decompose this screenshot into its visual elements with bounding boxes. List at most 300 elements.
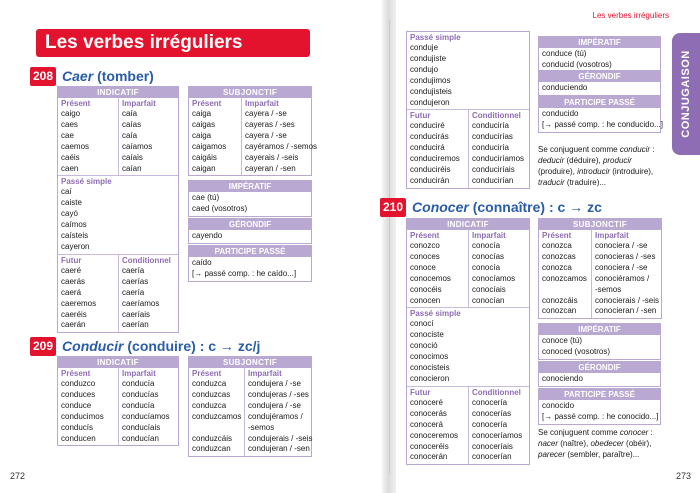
conjugated-form: conocí xyxy=(410,319,434,329)
conjugation-list xyxy=(248,379,313,455)
example-verb: obedecer xyxy=(590,439,624,448)
conjugated-form: conozcáis xyxy=(542,295,578,305)
tense-label: Passé simple xyxy=(410,309,461,319)
conjugated-form: conocerán xyxy=(410,452,448,462)
conjugated-form: caiga xyxy=(192,109,212,118)
conjugated-form: conocemos xyxy=(410,273,451,283)
conditionnel-column xyxy=(469,387,529,464)
conjugation-list xyxy=(410,241,465,306)
caer-participe-box xyxy=(188,245,312,282)
example-translation: (introduire), xyxy=(610,167,654,176)
present-column xyxy=(189,98,242,175)
participe-body xyxy=(189,257,311,281)
conjugated-form: conocen xyxy=(410,295,441,305)
conjugated-form: conoce xyxy=(410,262,436,272)
participe-value: caído xyxy=(192,258,212,267)
tense-label: Imparfait xyxy=(248,369,282,378)
present-column xyxy=(189,368,245,456)
conjugated-form: conoceréis xyxy=(410,441,449,451)
tense-label: Passé simple xyxy=(61,177,112,187)
conjugated-form: conozcan xyxy=(542,306,577,316)
verb-infinitive: Conducir xyxy=(62,338,124,354)
conjugated-form: caímos xyxy=(61,220,87,230)
conjugated-form: conoceríamos xyxy=(472,430,523,440)
conducir-indicatif-table xyxy=(57,356,179,446)
conjugated-form: cae (tú) xyxy=(192,193,220,202)
example-verb: introducir xyxy=(577,167,611,176)
conjugated-form: caes xyxy=(61,119,78,129)
box-header: GÉRONDIF xyxy=(539,71,660,82)
conjugated-form: condujo xyxy=(410,64,439,74)
tense-label: Imparfait xyxy=(122,99,156,108)
conjugated-form: conocíais xyxy=(472,284,506,294)
tense-label: Présent xyxy=(61,99,91,108)
conjugated-form: condujeran / -sen xyxy=(248,444,310,454)
tense-label: Conditionnel xyxy=(472,387,521,397)
conocer-similar-verbs-note xyxy=(538,427,666,460)
conjugated-form: conocisteis xyxy=(410,363,450,373)
conducir-imperatif-box xyxy=(538,36,661,73)
example-verb: producir xyxy=(602,156,632,165)
conjugated-form: conducías xyxy=(122,389,159,399)
conjugated-form: conocierais / -seis xyxy=(595,295,660,305)
conjugated-form: condujera / -se xyxy=(248,379,301,388)
conjugated-form: conoceríais xyxy=(472,441,513,451)
example-verb: parecer xyxy=(538,450,566,459)
example-translation: (produire), xyxy=(538,167,578,176)
conjugated-form: conociste xyxy=(410,330,444,340)
conjugation-list xyxy=(61,187,175,252)
conjugated-form: caigamos xyxy=(192,141,227,151)
present-column xyxy=(539,230,592,318)
tense-row xyxy=(407,109,529,187)
conjugated-form: conduzca xyxy=(192,379,227,388)
verb-header-conocer xyxy=(380,197,602,217)
conocer-indicatif-table xyxy=(406,218,530,465)
conjugated-form: caigan xyxy=(192,163,216,173)
page-number-left: 272 xyxy=(10,471,26,481)
conjugated-form: conducís xyxy=(61,422,94,432)
imparfait-column xyxy=(592,230,661,318)
side-tab-label: CONJUGAISON xyxy=(680,50,692,138)
conjugated-form xyxy=(192,423,241,434)
participe-note: [→ passé comp. : he caído...] xyxy=(192,268,297,278)
conducir-similar-verbs-note xyxy=(538,144,664,188)
conjugated-form: condujiste xyxy=(410,53,447,63)
conjugated-form: condujimos xyxy=(410,75,451,85)
imparfait-column xyxy=(119,98,178,175)
conjugated-form: conducirías xyxy=(472,132,513,142)
conjugation-list xyxy=(542,241,588,317)
conjugated-form: conduce xyxy=(61,400,92,410)
conjugated-form: caeremos xyxy=(61,298,97,308)
conjugated-form: conozcas xyxy=(542,251,576,261)
conjugated-form: caíais xyxy=(122,152,143,162)
conjugated-form: caerás xyxy=(61,276,86,286)
tense-label: Imparfait xyxy=(245,99,279,108)
conjugated-form: conozco xyxy=(410,241,440,250)
conjugated-form: -semos xyxy=(595,284,622,294)
futur-column xyxy=(407,387,469,464)
box-header: IMPÉRATIF xyxy=(189,181,311,192)
gerondif-value: conduciendo xyxy=(542,83,588,92)
conjugated-form: conduciremos xyxy=(410,154,460,164)
conjugated-form: caerías xyxy=(122,276,149,286)
tense-label: Conditionnel xyxy=(122,255,171,265)
tense-row xyxy=(407,230,529,307)
tense-label: Futur xyxy=(61,255,82,265)
conjugated-form: conociera / -se xyxy=(595,241,648,250)
conjugated-form: caería xyxy=(122,287,145,297)
tense-row xyxy=(189,98,318,175)
conjugated-form: caías xyxy=(122,119,142,129)
conjugated-form: conducía xyxy=(122,400,155,410)
conjugation-list xyxy=(472,241,526,306)
gerondif-value: conociendo xyxy=(542,374,583,383)
conocer-subjonctif-table xyxy=(538,218,662,319)
conjugated-form: condujera / -se xyxy=(248,400,301,410)
tense-label: Futur xyxy=(410,387,431,397)
present-column xyxy=(58,98,119,175)
conjugated-form: conoced (vosotros) xyxy=(542,346,611,356)
tense-label: Futur xyxy=(410,111,431,121)
conjugated-form: caerá xyxy=(61,287,82,297)
conjugated-form: conducen xyxy=(61,433,96,443)
conjugated-form: conducimos xyxy=(61,411,104,421)
conjugated-form: conduciríamos xyxy=(472,154,525,164)
participe-note: [→ passé comp. : he conocido...] xyxy=(542,411,659,421)
conjugation-list xyxy=(539,335,660,359)
box-header: IMPÉRATIF xyxy=(539,324,660,335)
conditionnel-column xyxy=(469,110,529,187)
conjugated-form: conocería xyxy=(472,397,508,407)
verb-title xyxy=(62,338,260,354)
conjugation-list xyxy=(122,379,175,444)
gutter-line xyxy=(389,20,390,473)
box-header: PARTICIPE PASSÉ xyxy=(539,97,660,108)
box-header: GÉRONDIF xyxy=(189,219,311,230)
conjugated-form: conocieran / -sen xyxy=(595,306,657,316)
caer-subjonctif-table xyxy=(188,86,318,176)
participe-body xyxy=(539,108,663,132)
conjugated-form: caiste xyxy=(61,198,82,208)
conjugated-form: caen xyxy=(61,163,79,173)
verb-infinitive: Conocer xyxy=(412,199,469,215)
tense-label: Présent xyxy=(61,369,91,378)
passe-simple-section xyxy=(407,32,529,109)
conjugated-form: conoce (tú) xyxy=(542,336,583,345)
conjugation-list xyxy=(539,48,660,72)
conjugated-form xyxy=(542,285,588,296)
note-verb: conducir xyxy=(619,145,651,154)
note-intro: Se conjuguent comme xyxy=(538,145,618,154)
conjugated-form: conducid (vosotros) xyxy=(542,59,612,69)
conjugated-form: conocieron xyxy=(410,373,450,383)
caer-gerondif-box xyxy=(188,218,312,244)
conjugated-form: conocerás xyxy=(410,408,447,418)
conjugation-list xyxy=(189,192,311,216)
conjugated-form: conduzco xyxy=(61,379,96,388)
conjugated-form: conocerían xyxy=(472,452,512,462)
participe-value: conducido xyxy=(542,109,579,118)
box-header: IMPÉRATIF xyxy=(539,37,660,48)
conjugated-form: caéis xyxy=(61,152,80,162)
conjugated-form: caigo xyxy=(61,109,81,118)
conjugation-list xyxy=(472,398,526,463)
conducir-passe-futur-table xyxy=(406,31,530,189)
conjugated-form: conocía xyxy=(472,262,501,272)
example-verb: deducir xyxy=(538,156,565,165)
table-header: INDICATIF xyxy=(407,219,529,230)
conjugated-form: caía xyxy=(122,109,138,118)
passe-simple-section xyxy=(407,307,529,385)
running-head: Les verbes irréguliers xyxy=(592,11,669,20)
caer-indicatif-table xyxy=(57,86,179,333)
note-examples xyxy=(538,439,651,459)
conjugated-form: cayerais / -seis xyxy=(245,152,299,162)
conjugation-list xyxy=(192,379,241,455)
note-examples xyxy=(538,156,653,187)
conocer-participe-box xyxy=(538,388,661,425)
table-header: INDICATIF xyxy=(58,357,178,368)
example-translation: (sembler, paraître)... xyxy=(565,450,640,459)
conjugated-form: caían xyxy=(122,163,142,173)
tense-label: Présent xyxy=(410,231,440,240)
conjugation-list xyxy=(410,121,465,186)
conjugation-list xyxy=(61,379,115,444)
conjugated-form: condujerais / -seis xyxy=(248,433,313,443)
verb-number: 208 xyxy=(30,67,56,86)
conjugated-form: conduzca xyxy=(192,400,227,410)
tense-label: Présent xyxy=(542,231,572,240)
tense-label: Imparfait xyxy=(472,231,506,240)
tense-label: Présent xyxy=(192,99,222,108)
verb-header-caer xyxy=(30,66,154,86)
futur-column xyxy=(407,110,469,187)
imparfait-column xyxy=(242,98,318,175)
table-header: INDICATIF xyxy=(58,87,178,98)
tense-row xyxy=(407,386,529,464)
example-verb: traducir xyxy=(538,178,565,187)
conjugated-form: condujeron xyxy=(410,97,450,107)
verb-header-conducir xyxy=(30,336,260,356)
conjugated-form: condujeras / -ses xyxy=(248,389,309,399)
conocer-imperatif-box xyxy=(538,323,661,360)
imparfait-column xyxy=(245,368,311,456)
futur-column xyxy=(58,255,119,332)
conjugated-form: caiga xyxy=(192,130,212,140)
conjugated-form: conozca xyxy=(542,241,572,250)
conjugated-form: conozca xyxy=(542,262,572,272)
conjugated-form: conduciríais xyxy=(472,165,515,175)
passe-simple-section xyxy=(58,175,178,253)
example-verb: nacer xyxy=(538,439,559,448)
conjugated-form: conocieras / -ses xyxy=(595,251,656,261)
conjugated-form: caísteis xyxy=(61,231,89,241)
verb-meaning: (tomber) xyxy=(97,68,154,84)
note-verb: conocer xyxy=(619,428,649,437)
present-column xyxy=(407,230,469,307)
conjugated-form: conduje xyxy=(410,43,439,52)
conjugation-list xyxy=(410,398,465,463)
note-colon: : xyxy=(650,145,655,154)
conjugated-form: conocías xyxy=(472,251,505,261)
conjugated-form: conducíamos xyxy=(122,411,170,421)
conjugation-list xyxy=(122,266,175,331)
conjugated-form: conoceremos xyxy=(410,430,459,440)
section-side-tab xyxy=(672,33,700,155)
example-translation: (traduire)... xyxy=(564,178,607,187)
conjugated-form: condujisteis xyxy=(410,86,452,96)
conducir-participe-box xyxy=(538,96,661,133)
conjugation-list xyxy=(410,43,526,108)
conjugated-form: cayera / -se xyxy=(245,109,287,118)
box-header: PARTICIPE PASSÉ xyxy=(539,389,660,400)
conjugated-form: conducirás xyxy=(410,132,449,142)
conjugated-form: conocíamos xyxy=(472,273,516,283)
verb-number: 210 xyxy=(380,198,406,217)
conjugated-form: conocía xyxy=(472,241,501,250)
conjugated-form: conduciría xyxy=(472,143,509,153)
conjugated-form: caigáis xyxy=(192,152,217,162)
tense-label: Imparfait xyxy=(122,369,156,378)
conjugated-form: condujéramos / xyxy=(248,411,303,421)
box-header: GÉRONDIF xyxy=(539,362,660,373)
tense-label: Présent xyxy=(192,369,222,378)
conjugated-form: cae xyxy=(61,130,74,140)
conjugation-list xyxy=(245,109,318,174)
conjugated-form: conduciría xyxy=(472,121,509,131)
conjugation-list xyxy=(192,109,238,174)
conjugated-form: conocería xyxy=(472,419,508,429)
note-intro: Se conjuguent comme xyxy=(538,428,618,437)
conjugated-form: caeríais xyxy=(122,309,151,319)
conjugated-form: conducirá xyxy=(410,143,445,153)
conjugated-form: caería xyxy=(122,265,145,275)
verb-title xyxy=(412,199,602,215)
conjugated-form: conduzcas xyxy=(192,389,231,399)
conjugation-list xyxy=(122,109,175,174)
caer-imperatif-box xyxy=(188,180,312,217)
example-translation: (déduire), xyxy=(564,156,603,165)
conjugation-list xyxy=(410,319,526,384)
page-title-banner: Les verbes irréguliers xyxy=(36,29,310,57)
conjugated-form: conducirán xyxy=(410,175,450,185)
conducir-subjonctif-table xyxy=(188,356,312,457)
conjugated-form: conduces xyxy=(61,389,96,399)
conjugated-form: conduzcáis xyxy=(192,433,233,443)
conjugated-form: conoceré xyxy=(410,397,443,407)
example-translation: (obéir), xyxy=(623,439,652,448)
conducir-gerondif-box xyxy=(538,70,661,96)
verb-meaning: (conduire) : c → zc/j xyxy=(127,338,261,354)
verb-infinitive: Caer xyxy=(62,68,94,84)
tense-row xyxy=(539,230,661,318)
tense-row xyxy=(58,254,178,332)
participe-value: conocido xyxy=(542,401,575,410)
conjugated-form: conducíais xyxy=(122,422,161,432)
table-header: SUBJONCTIF xyxy=(189,87,311,98)
conjugated-form: caeréis xyxy=(61,309,87,319)
present-column xyxy=(58,368,119,445)
tense-row xyxy=(58,368,178,445)
tense-label: Passé simple xyxy=(410,33,461,42)
conditionnel-column xyxy=(119,255,178,332)
gerondif-value: cayendo xyxy=(192,231,223,240)
conjugated-form: conduciréis xyxy=(410,165,451,175)
conjugated-form: conoces xyxy=(410,251,440,261)
participe-note: [→ passé comp. : he conducido...] xyxy=(542,119,663,129)
verb-meaning: (connaître) : c → zc xyxy=(472,199,602,215)
conjugated-form: caí xyxy=(61,187,72,197)
verb-title xyxy=(62,68,154,84)
conjugated-form: conocimos xyxy=(410,352,449,362)
conjugated-form: cayó xyxy=(61,209,78,219)
conjugated-form: conocéis xyxy=(410,284,442,294)
conjugated-form: conduzcan xyxy=(192,444,231,454)
conjugated-form: conozcamos xyxy=(542,273,587,283)
conjugated-form: conociéramos / xyxy=(595,273,650,283)
conjugation-list xyxy=(61,266,115,331)
conjugated-form: caeré xyxy=(61,265,82,275)
verb-number: 209 xyxy=(30,337,56,356)
conjugation-list xyxy=(595,241,658,317)
page-number-right: 273 xyxy=(676,471,692,481)
conjugated-form: caeríamos xyxy=(122,298,160,308)
conjugated-form: conocerías xyxy=(472,408,512,418)
conjugated-form: conducía xyxy=(122,379,155,388)
conjugated-form: conoció xyxy=(410,341,438,351)
conjugated-form: cayeras / -ses xyxy=(245,119,295,129)
conjugated-form: conociera / -se xyxy=(595,262,648,272)
tense-row xyxy=(189,368,311,456)
conjugated-form: cayera / -se xyxy=(245,130,287,140)
conjugation-list xyxy=(472,121,526,186)
conjugated-form: cayéramos / -semos xyxy=(245,141,318,151)
conjugated-form: caíamos xyxy=(122,141,153,151)
table-header: SUBJONCTIF xyxy=(189,357,311,368)
conjugated-form: conocían xyxy=(472,295,505,305)
table-header: SUBJONCTIF xyxy=(539,219,661,230)
conjugated-form: conducían xyxy=(122,433,159,443)
conjugated-form: conduzcamos xyxy=(192,411,242,421)
tense-label: Imparfait xyxy=(595,231,629,240)
box-header: PARTICIPE PASSÉ xyxy=(189,246,311,257)
conjugated-form: caed (vosotros) xyxy=(192,203,248,213)
conjugated-form: caía xyxy=(122,130,138,140)
conjugated-form: -semos xyxy=(248,422,275,432)
tense-label: Conditionnel xyxy=(472,111,521,121)
conjugated-form: conducirían xyxy=(472,175,514,185)
conjugated-form: cayeron xyxy=(61,241,90,251)
tense-row xyxy=(58,98,178,175)
participe-body xyxy=(539,400,660,424)
conjugated-form: caerán xyxy=(61,320,86,330)
conjugated-form: conduciré xyxy=(410,121,445,131)
conjugated-form: caerían xyxy=(122,320,149,330)
conjugated-form: cayeran / -sen xyxy=(245,163,296,173)
conocer-gerondif-box xyxy=(538,361,661,387)
conjugated-form: conocerá xyxy=(410,419,443,429)
conjugation-list xyxy=(61,109,115,174)
example-translation: (naître), xyxy=(558,439,591,448)
imparfait-column xyxy=(119,368,178,445)
conjugated-form: conduce (tú) xyxy=(542,49,587,58)
conjugated-form: caigas xyxy=(192,119,216,129)
conjugated-form: caemos xyxy=(61,141,90,151)
imparfait-column xyxy=(469,230,529,307)
note-colon: : xyxy=(648,428,653,437)
